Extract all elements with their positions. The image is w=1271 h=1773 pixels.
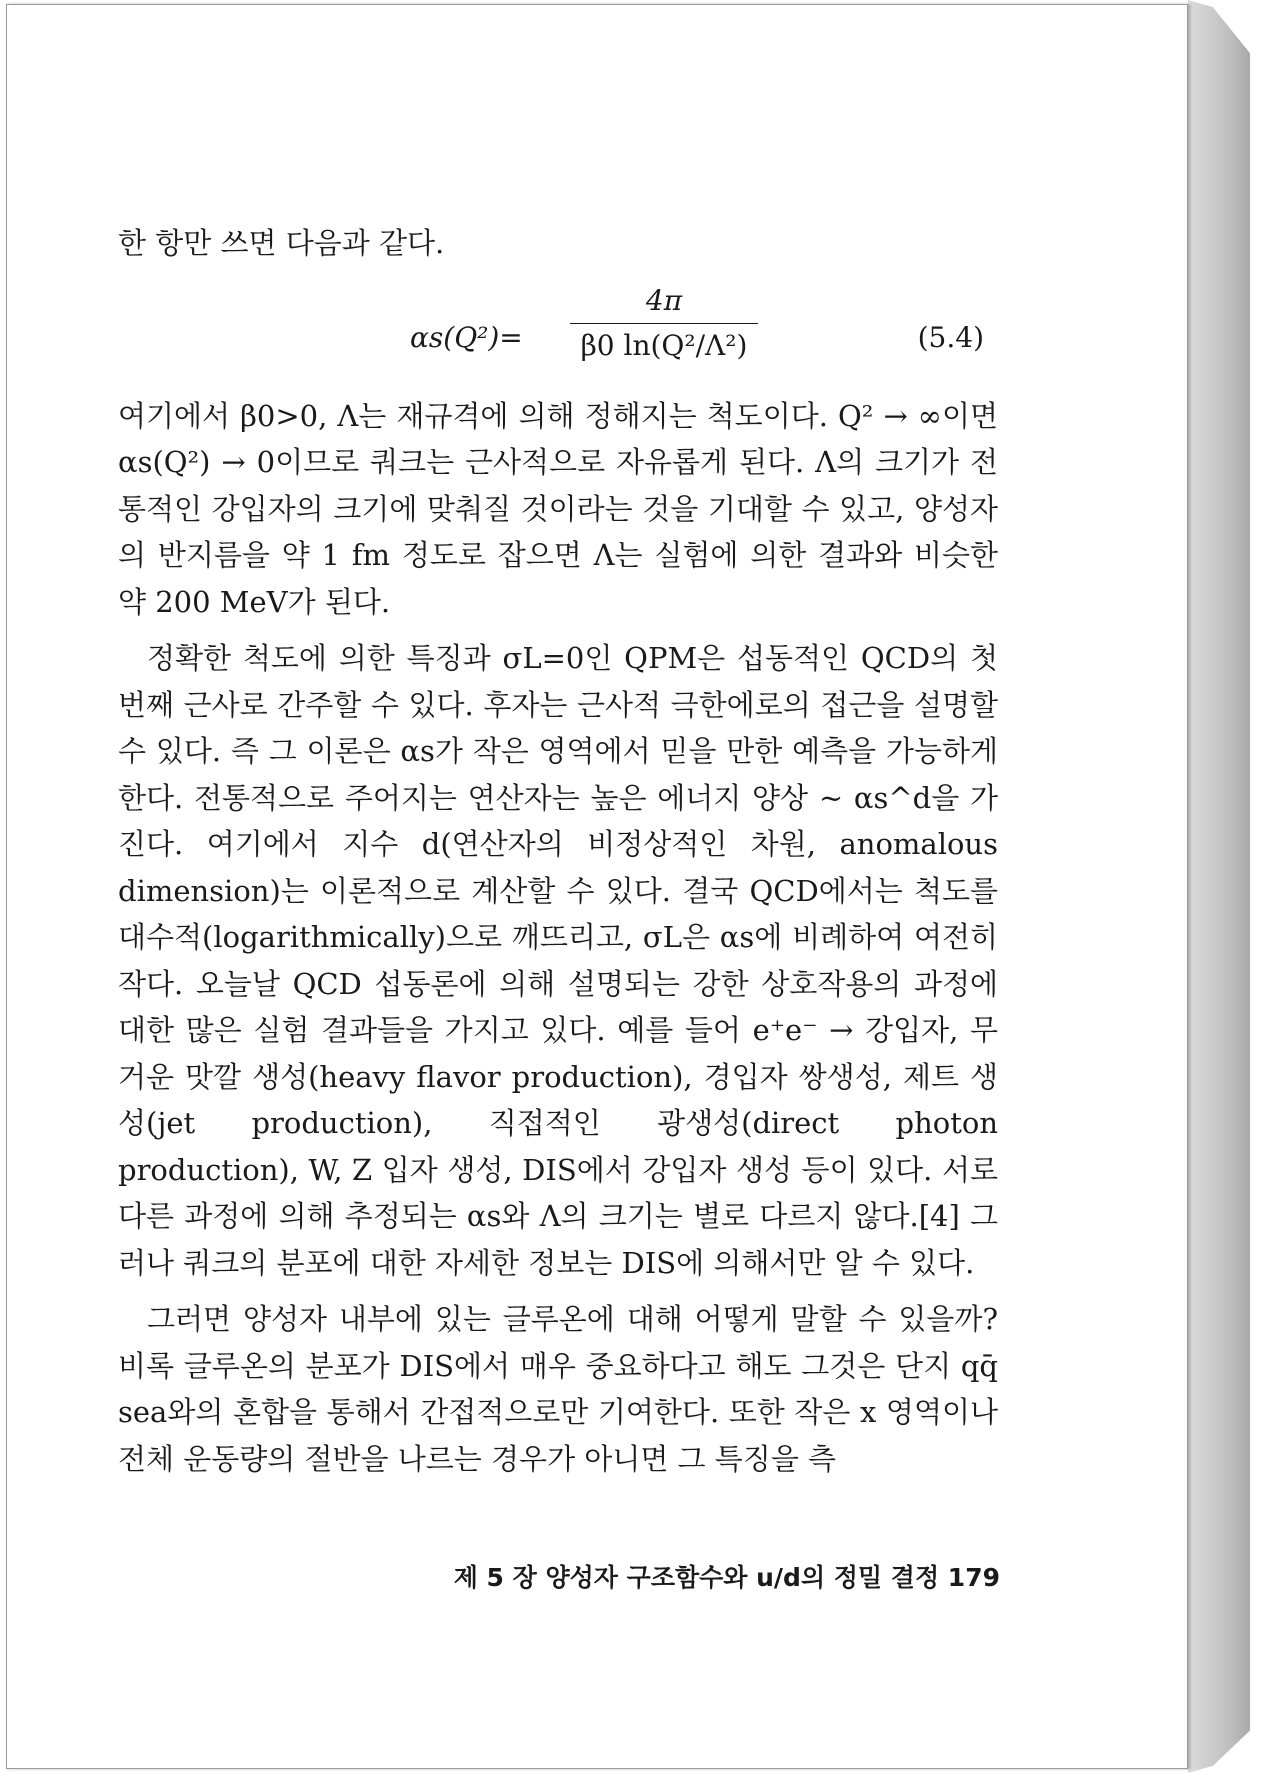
equation-number: (5.4) [917, 320, 984, 354]
equation-lhs: αs(Q²)= [410, 320, 523, 354]
book-spine [1188, 0, 1250, 1773]
running-footer: 제 5 장 양성자 구조함수와 u/d의 정밀 결정 179 [453, 1563, 1000, 1592]
paragraph-3: 그러면 양성자 내부에 있는 글루온에 대해 어떻게 말할 수 있을까? 비록 글루온의 분포가 DIS에서 매우 중요하다고 해도 그것은 단지 qq̄ sea와의 혼합을 통해서 간접적으로만 기여한다. 또한 작은 x 영역이나 전체 운동량의 절반을 나르는 경우가 아니면 그 특징을 측 [118, 1302, 998, 1476]
paragraph-1: 여기에서 β0>0, Λ는 재규격에 의해 정해지는 척도이다. Q² → ∞이면 αs(Q²) → 0이므로 쿼크는 근사적으로 자유롭게 된다. Λ의 크기가 전통적인 강입자의 크기에 맞춰질 것이라는 것을 기대할 수 있고, 양성자의 반지름을 약 1 fm 정도로 잡으면 Λ는 실험에 의한 결과와 비슷한 약 200 MeV가 된다. [118, 398, 998, 619]
equation-5-4 [118, 281, 998, 389]
fraction-bar [570, 323, 758, 324]
equation-denominator: β0 ln(Q²/Λ²) [580, 328, 748, 362]
paragraph-2: 정확한 척도에 의한 특징과 σL=0인 QPM은 섭동적인 QCD의 첫 번째 근사로 간주할 수 있다. 후자는 근사적 극한에로의 접근을 설명할 수 있다. 즉 그 이론은 αs가 작은 영역에서 믿을 만한 예측을 가능하게 한다. 전통적으로 주어지는 연산자는 높은 에너지 양상 ~ αs^d을 가진다. 여기에서 지수 d(연산자의 비정상적인 차원, anomalous dimension)는 이론적으로 계산할 수 있다. 결국 QCD에서는 척도를 대수적(logarithmically)으로 깨뜨리고, σL은 αs에 비례하여 여전히 작다. 오늘날 QCD 섭동론에 의해 설명되는 강한 상호작용의 과정에 대한 많은 실험 결과들을 가지고 있다. 예를 들어 e⁺e⁻ → 강입자, 무거운 맛깔 생성(heavy flavor production), 경입자 쌍생성, 제트 생성(jet production), 직접적인 광생성(direct photon production), W, Z 입자 생성, DIS에서 강입자 생성 등이 있다. 서로 다른 과정에 의해 추정되는 αs와 Λ의 크기는 별로 다르지 않다.[4] 그러나 쿼크의 분포에 대한 자세한 정보는 DIS에 의해서만 알 수 있다. [118, 641, 998, 1280]
equation-fraction [564, 281, 764, 366]
intro-line: 한 항만 쓰면 다음과 같다. [118, 226, 445, 260]
equation-numerator: 4π [645, 283, 683, 317]
page-content [118, 220, 998, 1482]
